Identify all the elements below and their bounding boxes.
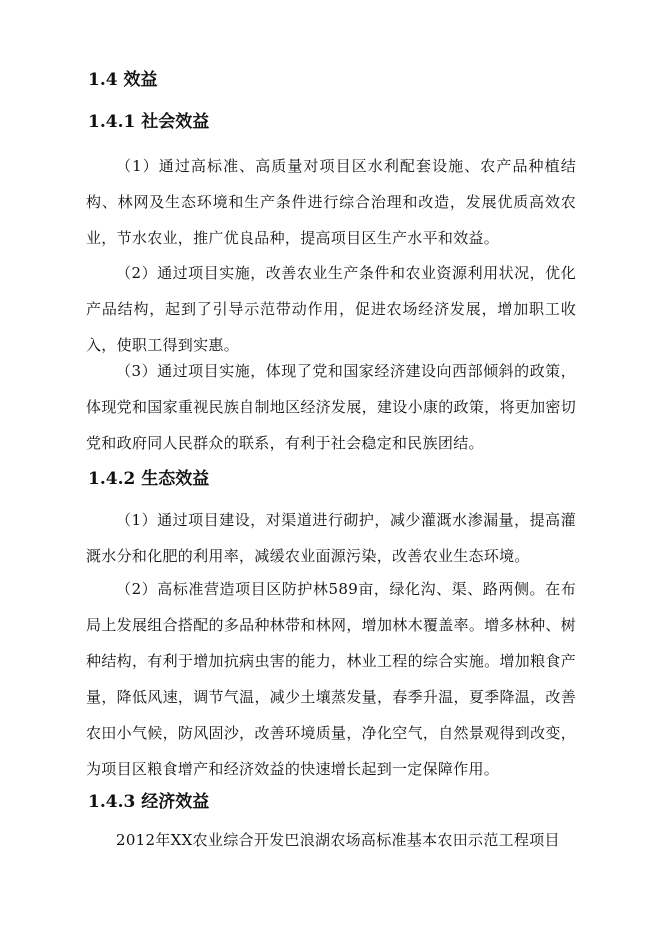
economic-paragraph-1: 2012年XX农业综合开发巴浪湖农场高标准基本农田示范工程项目 <box>116 831 560 849</box>
ecological-paragraph-1: （1）通过项目建设，对渠道进行砌护，减少灌溉水渗漏量，提高灌溉水分和化肥的利用率，减缓农业面源污染，改善农业生态环境。 <box>86 511 576 565</box>
section-heading-economic-benefit: 1.4.3 经济效益 <box>88 792 210 812</box>
social-paragraph-1: （1）通过高标准、高质量对项目区水利配套设施、农产品种植结构、林网及生态环境和生产条件进行综合治理和改造，发展优质高效农业，节水农业，推广优良品种，提高项目区生产水平和效益。 <box>86 157 576 247</box>
social-paragraph-2: （2）通过项目实施，改善农业生产条件和农业资源利用状况，优化产品结构，起到了引导示范带动作用，促进农场经济发展，增加职工收入，使职工得到实惠。 <box>86 264 576 354</box>
social-paragraph-3: （3）通过项目实施，体现了党和国家经济建设向西部倾斜的政策，体现党和国家重视民族自制地区经济发展，建设小康的政策，将更加密切党和政府同人民群众的联系，有利于社会稳定和民族团结。 <box>86 362 576 452</box>
section-heading-1-4: 1.4 效益 <box>88 70 158 90</box>
ecological-paragraph-2: （2）高标准营造项目区防护林589亩，绿化沟、渠、路两侧。在布局上发展组合搭配的多品种林带和林网，增加林木覆盖率。增多林种、树种结构，有利于增加抗病虫害的能力，林业工程的综合实施。增加粮食产量，降低风速，调节气温，减少土壤蒸发量，春季升温，夏季降温，改善农田小气候，防风固沙，改善环境质量，净化空气，自然景观得到改变，为项目区粮食增产和经济效益的快速增长起到一定保障作用。 <box>86 580 576 778</box>
section-heading-ecological-benefit: 1.4.2 生态效益 <box>88 469 210 489</box>
section-heading-social-benefit: 1.4.1 社会效益 <box>88 112 210 132</box>
